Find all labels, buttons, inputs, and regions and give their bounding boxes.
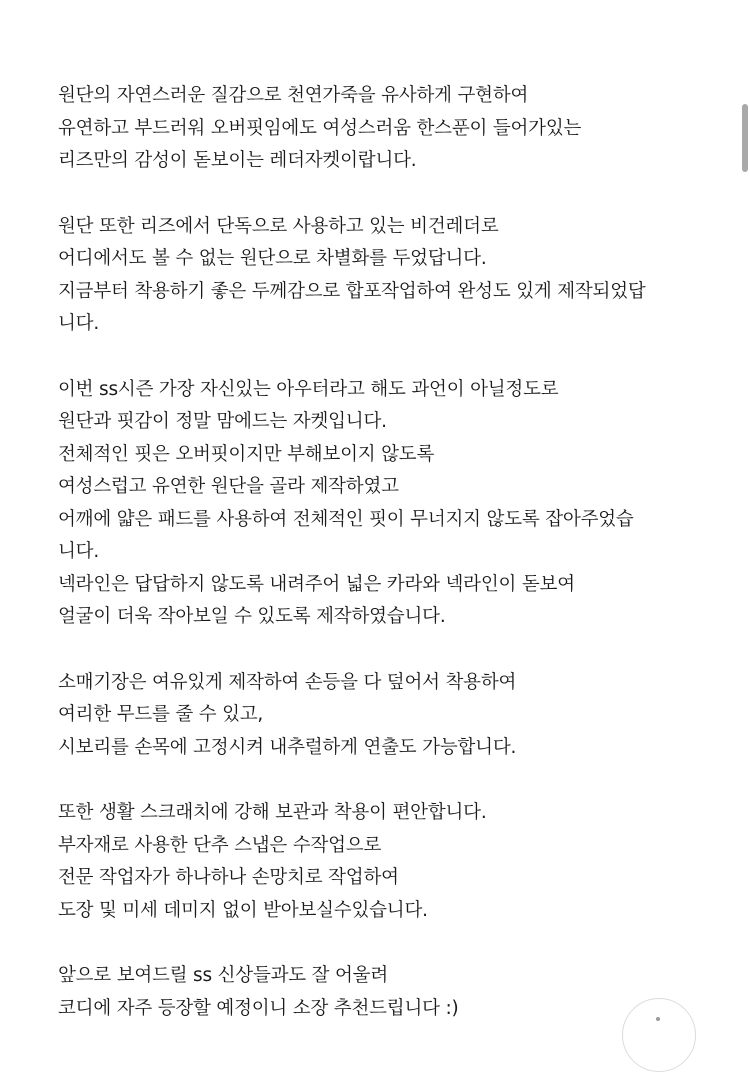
text-line: 전체적인 핏은 오버핏이지만 부해보이지 않도록 [58,443,435,465]
text-line: 소매기장은 여유있게 제작하여 손등을 다 덮어서 착용하여 [58,671,517,693]
text-line: 니다. [58,313,100,334]
text-line: 지금부터 착용하기 좋은 두께감으로 합포작업하여 완성도 있게 제작되었답 [58,280,646,302]
text-line: 도장 및 미세 데미지 없이 받아보실수있습니다. [58,899,428,921]
paragraph-sleeve [58,667,728,765]
text-line: 또한 생활 스크래치에 강해 보관과 착용이 편안합니다. [58,802,487,823]
text-line: 어디에서도 볼 수 없는 원단으로 차별화를 두었답니다. [58,248,487,269]
paragraph-fit [58,374,728,634]
text-line: 시보리를 손목에 고정시켜 내추럴하게 연출도 가능합니다. [58,736,517,758]
text-line: 유연하고 부드러워 오버핏임에도 여성스러움 한스푼이 들어가있는 [58,117,582,139]
product-description [58,80,728,1058]
scrollbar-thumb[interactable] [742,104,748,172]
text-line: 원단과 핏감이 정말 맘에드는 자켓입니다. [58,411,387,432]
text-line: 원단의 자연스러운 질감으로 천연가죽을 유사하게 구현하여 [58,85,529,106]
floating-button[interactable] [622,998,696,1072]
text-line: 부자재로 사용한 단추 스냅은 수작업으로 [58,834,382,856]
text-line: 코디에 자주 등장할 예정이니 소장 추천드립니다 :) [58,997,459,1019]
text-line: 전문 작업자가 하나하나 손망치로 작업하여 [58,867,399,888]
text-line: 여성스럽고 유연한 원단을 골라 제작하였고 [58,476,399,497]
text-line: 앞으로 보여드릴 ss 신상들과도 잘 어울려 [58,965,389,986]
text-line: 이번 ss시즌 가장 자신있는 아우터라고 해도 과언이 아닐정도로 [58,378,559,400]
text-line: 어깨에 얇은 패드를 사용하여 전체적인 핏이 무너지지 않도록 잡아주었습 [58,508,634,530]
text-line: 원단 또한 리즈에서 단독으로 사용하고 있는 비건레더로 [58,215,499,237]
text-line: 리즈만의 감성이 돋보이는 레더자켓이랍니다. [58,150,417,171]
text-line: 니다. [58,541,100,562]
floating-button-dot-icon [656,1017,660,1021]
text-line: 넥라인은 답답하지 않도록 내려주어 넓은 카라와 넥라인이 돋보여 [58,573,575,595]
text-line: 얼굴이 더욱 작아보일 수 있도록 제작하였습니다. [58,606,446,627]
paragraph-material [58,80,728,178]
text-line: 여리한 무드를 줄 수 있고, [58,704,264,725]
paragraph-fabric [58,211,728,341]
paragraph-durability [58,797,728,927]
